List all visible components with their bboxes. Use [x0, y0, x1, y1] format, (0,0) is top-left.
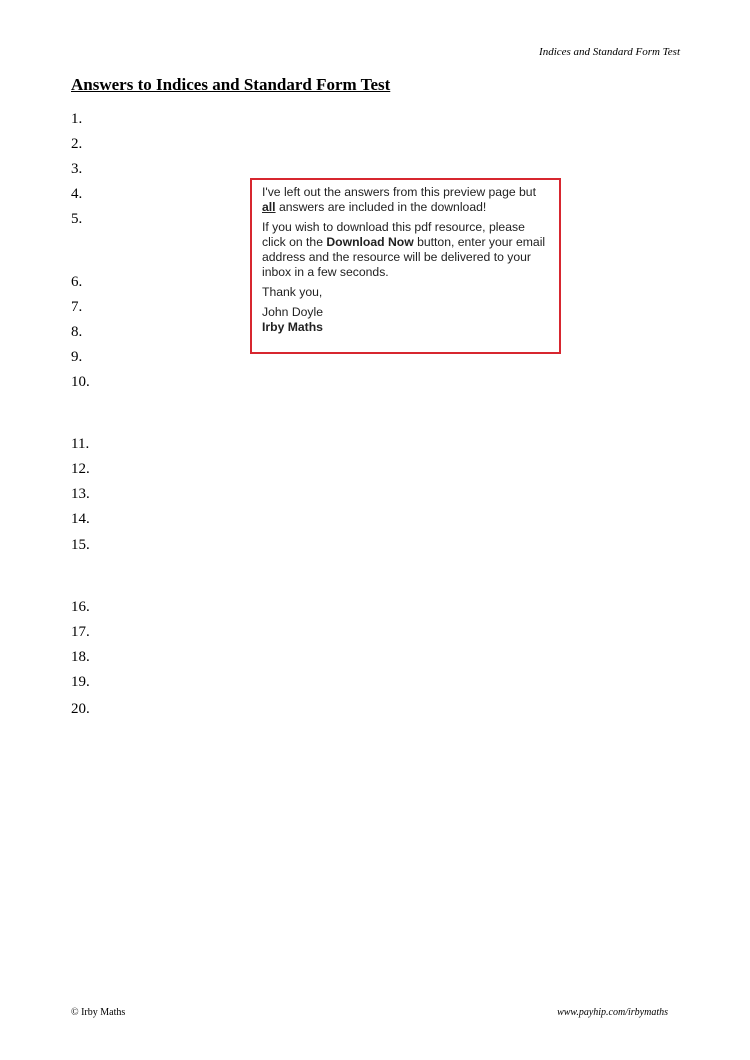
- question-number: 11.: [71, 436, 90, 452]
- notice-download-now: Download Now: [326, 235, 414, 249]
- notice-author: John Doyle: [262, 305, 323, 319]
- question-number: 16.: [71, 599, 90, 615]
- question-number: 12.: [71, 461, 90, 477]
- notice-text: answers are included in the download!: [275, 200, 487, 214]
- notice-text: I've left out the answers from this preview page but: [262, 185, 536, 199]
- question-number: 13.: [71, 486, 90, 502]
- notice-brand: Irby Maths: [262, 320, 323, 334]
- question-number: 5.: [71, 211, 83, 227]
- question-number: 1.: [71, 111, 83, 127]
- notice-paragraph-2: [262, 220, 549, 280]
- question-number: 15.: [71, 537, 90, 553]
- question-number: 9.: [71, 349, 83, 365]
- question-number: 2.: [71, 136, 83, 152]
- question-number: 18.: [71, 649, 90, 665]
- question-number: 14.: [71, 511, 90, 527]
- question-number: 4.: [71, 186, 83, 202]
- preview-notice-box: [250, 178, 561, 354]
- question-number: 17.: [71, 624, 90, 640]
- notice-text: If you wish to download this pdf resource, please click on the: [262, 220, 525, 249]
- question-number: 19.: [71, 674, 90, 690]
- notice-text: button, enter your email address and the resource will be delivered to your inbox in a few seconds.: [262, 235, 546, 279]
- question-number: 20.: [71, 701, 90, 717]
- notice-emphasis-all: all: [262, 200, 276, 214]
- notice-paragraph-1: [262, 185, 549, 215]
- question-number: 3.: [71, 161, 83, 177]
- footer-copyright: © Irby Maths: [71, 1007, 126, 1018]
- question-number: 7.: [71, 299, 83, 315]
- header-title: Indices and Standard Form Test: [539, 46, 680, 58]
- question-number: 6.: [71, 274, 83, 290]
- footer-website: www.payhip.com/irbymaths: [557, 1007, 668, 1018]
- question-number: 10.: [71, 374, 90, 390]
- notice-thanks: Thank you,: [262, 285, 323, 299]
- question-number: 8.: [71, 324, 83, 340]
- page-title: Answers to Indices and Standard Form Test: [71, 75, 391, 94]
